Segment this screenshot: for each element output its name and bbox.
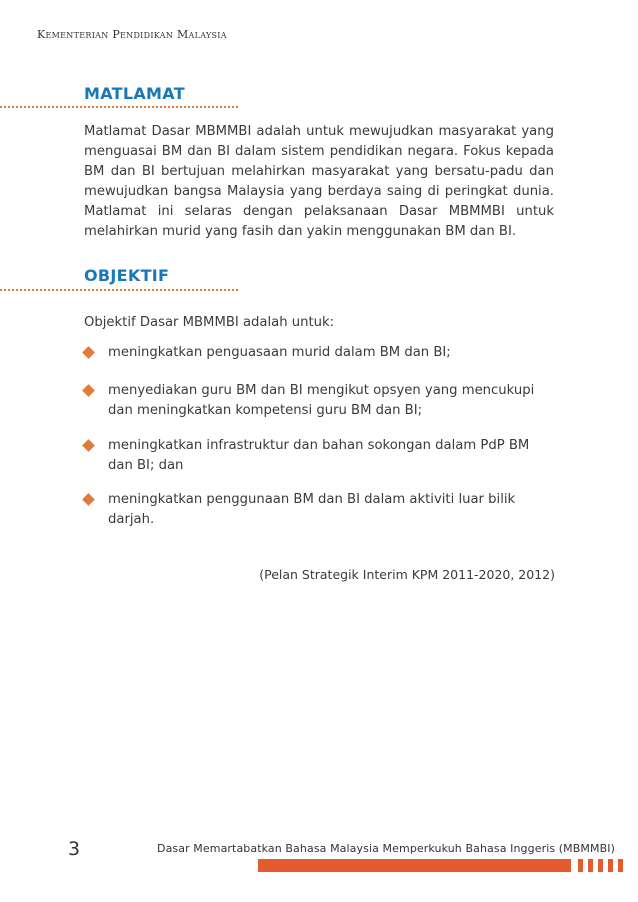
footer-decorative-bar bbox=[258, 859, 571, 872]
diamond-bullet-icon bbox=[82, 493, 95, 506]
citation: (Pelan Strategik Interim KPM 2011-2020, 2012) bbox=[259, 567, 555, 582]
diamond-bullet-icon bbox=[82, 384, 95, 397]
objektif-divider bbox=[0, 289, 238, 291]
objektif-heading: OBJEKTIF bbox=[84, 266, 170, 285]
footer-decorative-segment bbox=[618, 859, 623, 872]
footer-decorative-segment bbox=[608, 859, 613, 872]
footer-title: Dasar Memartabatkan Bahasa Malaysia Memperkukuh Bahasa Inggeris (MBMMBI) bbox=[157, 842, 615, 855]
diamond-bullet-icon bbox=[82, 346, 95, 359]
footer-decorative-segment bbox=[578, 859, 583, 872]
diamond-bullet-icon bbox=[82, 439, 95, 452]
objektif-item-text: meningkatkan infrastruktur dan bahan sokongan dalam PdP BM dan BI; dan bbox=[108, 438, 530, 473]
objektif-item-text: meningkatkan penguasaan murid dalam BM dan BI; bbox=[108, 345, 451, 360]
matlamat-heading: MATLAMAT bbox=[84, 84, 185, 103]
objektif-item-text: menyediakan guru BM dan BI mengikut opsyen yang mencukupi dan meningkatkan kompetensi guru BM dan BI; bbox=[108, 383, 535, 418]
footer-decorative-segment bbox=[588, 859, 593, 872]
objektif-intro: Objektif Dasar MBMMBI adalah untuk: bbox=[84, 315, 335, 330]
footer-decorative-segment bbox=[598, 859, 603, 872]
matlamat-divider bbox=[0, 106, 238, 108]
header-ministry-name: Kementerian Pendidikan Malaysia bbox=[37, 28, 227, 41]
objektif-item-text: meningkatkan penggunaan BM dan BI dalam aktiviti luar bilik darjah. bbox=[108, 492, 516, 527]
page-number: 3 bbox=[68, 838, 81, 860]
matlamat-paragraph: Matlamat Dasar MBMMBI adalah untuk mewujudkan masyarakat yang menguasai BM dan BI dalam sistem pendidikan negara. Fokus kepada BM dan BI bertujuan melahirkan masyarakat yang bersatu-padu dan mewujudkan bangsa Malaysia yang berdaya saing di peringkat dunia. Matlamat ini selaras dengan pelaksanaan Dasar MBMMBI untuk melahirkan murid yang fasih dan yakin menggunakan BM dan BI. bbox=[84, 124, 554, 239]
